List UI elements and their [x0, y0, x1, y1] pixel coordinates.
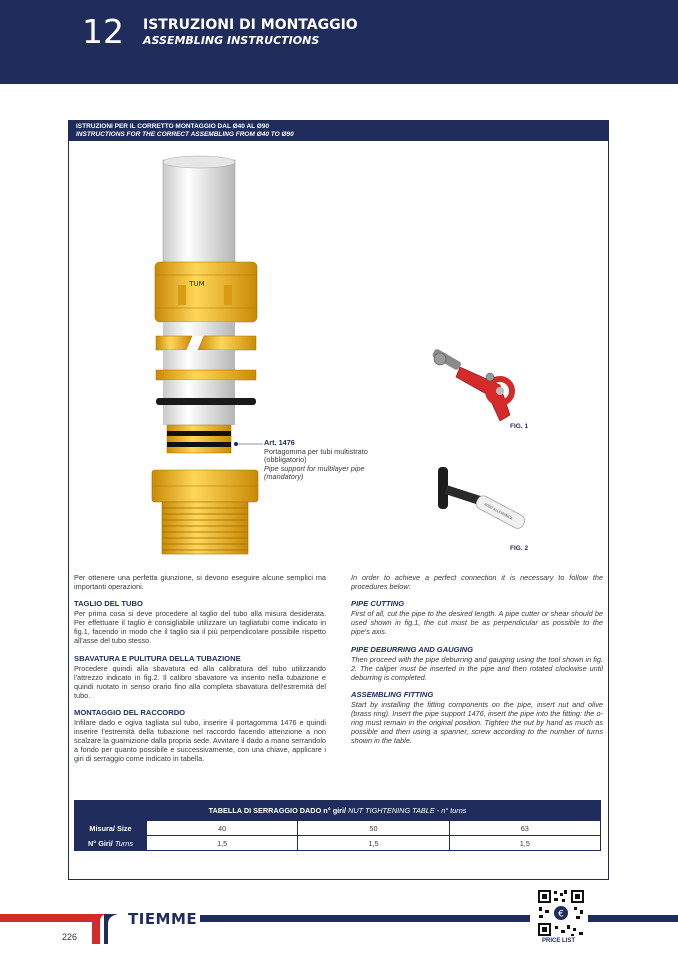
section2-title-en: PIPE DEBURRING AND GAUGING: [351, 645, 474, 654]
section3-body-it: Infilare dado e ogiva tagliata sul tubo, inserire il portagomma 1476 e quindi inserire l'estremità della tubazione nel raccordo facendo attenzione a non scalzare la guarnizione dalla propria sede. Avvitare il dado a mano serrandolo a fondo per quanto possibile e successivamente, con una chiave, applicare i giri di serraggio come indicato in tabella.: [74, 718, 326, 763]
section3-title-it: MONTAGGIO DEL RACCORDO: [74, 708, 186, 717]
row-label-turns-en: Turns: [112, 838, 133, 848]
section1-title-en: PIPE CUTTING: [351, 599, 405, 608]
svg-text:€: €: [558, 909, 564, 920]
chapter-number: 12: [82, 12, 124, 51]
section3-title-en: ASSEMBLING FITTING: [351, 690, 434, 699]
o-ring: [156, 398, 256, 405]
callout-article: Art. 1476: [264, 438, 295, 447]
table-cell: 1,5: [449, 836, 600, 851]
threaded-end: [162, 502, 248, 554]
callout-en-line2: (mandatory): [264, 472, 304, 481]
row-label-size: Misura/ Size: [75, 821, 147, 836]
tool-label: 8000 ALLEMANDA: [483, 502, 514, 521]
table-cell: 50: [298, 821, 449, 836]
chapter-title-en: ASSEMBLING INSTRUCTIONS: [143, 34, 320, 47]
chapter-title-it: ISTRUZIONI DI MONTAGGIO: [143, 17, 358, 33]
fitting-illustration: [140, 150, 270, 560]
section1-body-en: First of all, cut the pipe to the desired length. A pipe cutter or shear should be used shown in fig.1, the cut must be as perpendicular as possible to the pipe's axis.: [351, 609, 603, 636]
table-cell: 1,5: [298, 836, 449, 851]
pipe-cutter-image: [430, 345, 540, 425]
fig1-label: FIG. 1: [510, 423, 529, 430]
deburring-tool-image: [432, 465, 537, 545]
tightening-table: [74, 800, 601, 851]
callout-en-line1: Pipe support for multilayer pipe: [264, 463, 365, 473]
pipe-body: [163, 160, 235, 265]
page-number: 226: [62, 932, 78, 942]
row-label-turns: [75, 836, 147, 851]
section1-body-it: Per prima cosa si deve procedere al taglio del tubo alla misura desiderata. Per effettuare il taglio è consigliabile utilizzare un tagliatubi come indicato in fig.1, facendo in modo che il taglio sia il più perpendicolare possibile rispetto all'asse del tubo stesso.: [74, 609, 326, 645]
table-title-row: [75, 801, 601, 821]
logo-mark: TUM: [189, 280, 205, 288]
table-row: [75, 821, 601, 836]
intro-it: Per ottenere una perfetta giunzione, si devono eseguire alcune semplici ma importanti operazioni.: [74, 573, 326, 591]
page-header: [0, 0, 678, 84]
intro-en: In order to achieve a perfect connection it is necessary to follow the procedures below:: [351, 573, 603, 591]
nut: [155, 262, 257, 322]
table-title: [75, 801, 601, 821]
row-label-turns-it: N° Giri/: [88, 838, 113, 848]
brand-logo: TIEMME: [128, 910, 198, 928]
fig2-label: FIG. 2: [510, 545, 529, 552]
box-heading-it: ISTRUZIONI PER IL CORRETTO MONTAGGIO DAL Ø40 AL Ø90: [76, 123, 270, 130]
section1-title-it: TAGLIO DEL TUBO: [74, 599, 143, 608]
price-list-label: PRICE LIST: [542, 938, 576, 944]
qr-code[interactable]: [536, 888, 586, 938]
table-cell: 40: [147, 821, 298, 836]
box-heading-en: INSTRUCTIONS FOR THE CORRECT ASSEMBLING FROM Ø40 TO Ø90: [76, 131, 294, 138]
section3-body-en: Start by installing the fitting components on the pipe, insert nut and olive (brass ring). Insert the pipe support 1476, insert the pipe into the fitting: the o-ring must remain in the original position. Tighten the nut by hand as much as possible and then using a spanner, screw according to the number of turns shown in the table.: [351, 700, 603, 745]
section2-body-en: Then proceed with the pipe deburring and gauging using the tool shown in fig. 2. The caliper must be inserted in the pipe and then rotated clockwise until deburring is completed.: [351, 655, 603, 682]
table-title-en: NUT TIGHTENING TABLE - n° turns: [346, 806, 467, 815]
olive-ring: [156, 336, 192, 350]
section2-body-it: Procedere quindi alla sbavatura ed alla calibratura del tubo utilizzando l'attrezzo indicato in fig.2. Il calibro sbavatore va inserito nella tubazione e quindi ruotato in senso orario fino alla completa sbavatura dell'estremità del tubo.: [74, 664, 326, 700]
pipe-support: [167, 425, 231, 453]
table-row: [75, 836, 601, 851]
box-heading: [68, 120, 609, 141]
table-cell: 1,5: [147, 836, 298, 851]
callout-it-line2: (obbligatorio): [264, 455, 307, 464]
brass-ring: [156, 370, 256, 380]
table-cell: 63: [449, 821, 600, 836]
pipe-end: [163, 156, 235, 168]
callout-it-line1: Portagomma per tubi multistrato: [264, 446, 368, 456]
pipe-support-callout: [264, 439, 368, 482]
section2-title-it: SBAVATURA E PULITURA DELLA TUBAZIONE: [74, 654, 241, 663]
table-title-it: TABELLA DI SERRAGGIO DADO n° giri/: [208, 806, 347, 815]
